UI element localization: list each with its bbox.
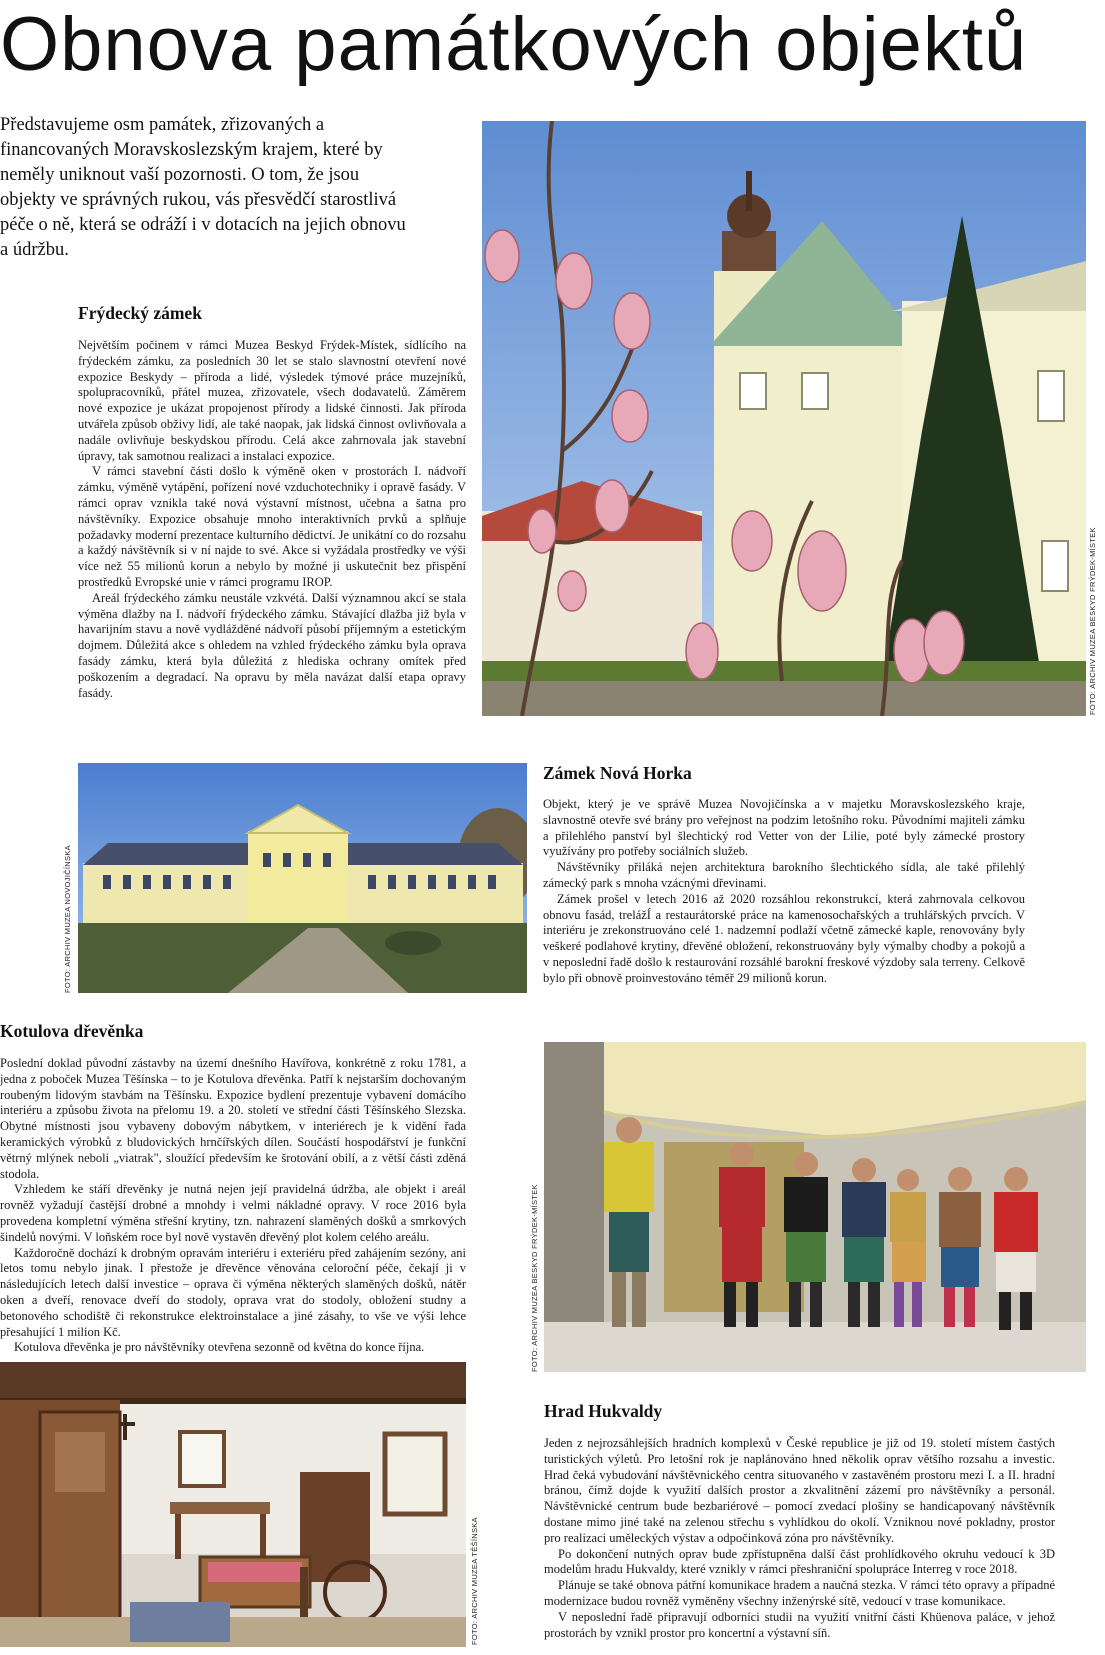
hukvaldy-paragraph: Po dokončení nutných oprav bude zpřístupněna další část prohlídkového okruhu vedoucí k 3D modelům hradu Hukvaldy, které vznikly v rámci přeshraniční spolupráce Interreg v roce 2018. bbox=[544, 1546, 1055, 1577]
frydek-paragraph: V rámci stavební části došlo k výměně oken v prostorách I. nádvoří zámku, výměně vytápění, pořízení nové vzduchotechniky i opravě fasády. V rámci oprav vznikla také nová výstavní místnost, učebna a šatna pro návštěvníky. Expozice obsahuje mnoho interaktivních prvků a splňuje požadavky moderní prezentace kulturního dědictví. Je unikátní co do rozsahu a každý návštěvník si v ní najde to své. Akce si vyžádala prostředky ve výši více než 55 milionů korun a nebylo by možné ji uskutečnit bez přispění prostředků Evropské unie v rámci programu IROP. bbox=[78, 464, 466, 589]
hukvaldy-performers-photo bbox=[544, 1042, 1086, 1372]
hukvaldy-text bbox=[544, 1436, 1055, 1641]
frydek-photo-credit: FOTO: ARCHIV MUZEA BESKYD FRÝDEK-MÍSTEK bbox=[1088, 527, 1097, 715]
frydek-paragraph: Areál frýdeckého zámku neustále vzkvétá. Další významnou akcí se stala výměna dlažby na I. nádvoří frýdeckého zámku. Stávající dlažba již byla v havarijním stavu a nově vydlážděné nádvoří působí příjemným a estetickým dojmem. Důležitá akce s ohledem na vzhled frýdeckého zámku byla oprava fasády zámku, která byla důležitá z hlediska ochrany omítek před poškozením a degradací. Na opravu by měla navázat další etapa opravy fasády. bbox=[78, 590, 466, 700]
hukvaldy-paragraph: Plánuje se také obnova pátřní komunikace hradem a naučná stezka. V rámci této opravy a případné modernizace budou rovněž vyměněny všechny inženýrské sítě, vedoucí v trase komunikace. bbox=[544, 1578, 1055, 1608]
kotulova-paragraph: Kotulova dřevěnka je pro návštěvníky otevřena sezonně od května do konce října. bbox=[14, 1340, 425, 1355]
nova-horka-paragraph: Objekt, který je ve správě Muzea Novojičínska a v majetku Moravskoslezského kraje, slavnostně otevře své brány pro veřejnost na podzim letošního roku. Původními majiteli zámku a přilehlého panství byl šlechtický rod Vetter von der Lilie, poté byly zámecké prostory využívány pro potřeby sociálních služeb. bbox=[543, 797, 1025, 859]
nova-horka-heading: Zámek Nová Horka bbox=[543, 763, 692, 783]
frydek-text bbox=[78, 338, 466, 701]
kotulova-text bbox=[0, 1056, 466, 1356]
hukvaldy-paragraph: Jeden z nejrozsáhlejších hradních komplexů v České republice je již od 19. století místem častých turistických výletů. Pro letošní rok je naplánováno hned několik oprav většího rozsahu a investic. Hrad čeká vybudování návštěvnického centra situovaného v zastavěném prostoru mezi I. a II. hradní bránou, čímž dojde k využití dalších prostor a zkvalitnění zázemí pro návštěvníky a personál. Návštěvnické centrum bude bezbariérové – pomocí zvedací plošiny se handicapovaný návštěvník dostane mimo jiné také na zelenou střechu s vyhlídkou do okolí. Vzniknou nové pokladny, prostor pro realizaci uměleckých výstav a odpočinková zóna pro návštěvníky. bbox=[544, 1436, 1055, 1545]
lead-paragraph: Představujeme osm památek, zřizovaných a financovaných Moravskoslezským krajem, které by neměly uniknout vaší pozornosti. O tom, že jsou objekty ve správných rukou, vás přesvědčí starostlivá péče o ně, která se odráží i v dotacích na jejich obnovu a údržbu. bbox=[0, 115, 406, 260]
hukvaldy-photo-credit: FOTO: ARCHIV MUZEA BESKYD FRÝDEK-MÍSTEK bbox=[530, 1184, 539, 1372]
nova-horka-photo-credit: FOTO: ARCHIV MUZEA NOVOJIČÍNSKA bbox=[63, 845, 72, 993]
nova-horka-photo bbox=[78, 763, 527, 993]
frydek-castle-photo bbox=[482, 121, 1086, 716]
nova-horka-paragraph: Zámek prošel v letech 2016 až 2020 rozsáhlou rekonstrukcí, která zahrnovala celkovou obnovu fasád, trelážÍ a restaurátorské práce na kamenosochařských a truhlářských prvcích. V interiéru je zrekonstruováno celé 1. nadzemní podlaží včetně zámecké kaple, renovovány byly veškeré podlahové krytiny, dřevěné obložení, rekonstruovány byly výmalby chodby a pokojů a v neposlední řadě došlo k restaurování rozsáhlé barokní freskové výzdoby sala terreny. Celkově bylo při obnově proinvestováno téměř 29 milionů korun. bbox=[543, 891, 1025, 985]
kotulova-paragraph: Každoročně dochází k drobným opravám interiéru i exteriéru před zahájením sezóny, ani letos tomu nebylo jinak. I přestože je dřevěnce věnována celoroční péče, čekají ji v následujících letech další investice – oprava či výměna některých slaměných došků, nátěr oken a dveří, renovace dveří do stodoly, oprava vrat do stodoly, obložení studny a betonového schodiště či rekonstrukce elektroinstalace a jiné zásahy, to vše ve výši lehce přesahující 1 milion Kč. bbox=[0, 1245, 466, 1339]
nova-horka-text bbox=[543, 797, 1025, 987]
kotulova-paragraph: Vzhledem ke stáří dřevěnky je nutná nejen její pravidelná údržba, ale objekt i areál rovněž vyžadují častější drobné a mnohdy i velmi nákladné opravy. V roce 2016 byla provedena kompletní výměna střešní krytiny, tzn. nahrazení slaměných došků a smrkových šindelů novými. V loňském roce byl nově vystavěn dřevěný plot kolem celého areálu. bbox=[0, 1182, 466, 1244]
frydek-paragraph: Největším počinem v rámci Muzea Beskyd Frýdek-Místek, sídlícího na frýdeckém zámku, za posledních 30 let se stalo slavnostní otevření nové expozice Beskydy – příroda a lidé, výsledek týmové práce muzejníků, spolupracovníků, přátel muzea, zřizovatele, všech dodavatelů. Záměrem nové expozice je ukázat propojenost přírody a lidské činnosti. Jak příroda utvářela způsob obživy lidí, ale také naopak, jak lidská činnost ovlivňovala a nadále ovlivňuje beskydskou přírodu. Celá akce zahrnovala jak stavební úpravy, tak samotnou realizaci a instalaci expozice. bbox=[78, 338, 466, 463]
page-title: Obnova památkových objektů bbox=[0, 2, 1028, 87]
hukvaldy-paragraph: V neposlední řadě připravují odborníci studii na využití vnitřní části Khüenova paláce, v jehož prostorách by vznikl prostor pro koncertní a výstavní síň. bbox=[544, 1609, 1055, 1640]
hukvaldy-heading: Hrad Hukvaldy bbox=[544, 1401, 663, 1421]
kotulova-paragraph: Poslední doklad původní zástavby na území dnešního Havířova, konkrétně z roku 1781, a jedna z poboček Muzea Těšínska – to je Kotulova dřevěnka. Patří k nejstarším dochovaným roubeným lidovým stavbám na Těšínsku. Expozice bydlení prezentuje vybavení domácího interiéru a způsobu života na přelomu 19. a 20. století ve střední části Těšínského Slezska. Obytné místnosti jsou vybaveny dobovým nábytkem, v interiérech je k vidění řada keramických výrobků z bludovických hrnčířských dílen. Součástí hospodářství je funkční větrný mlýnek neboli „viatrak", sloužící především ke šrotování obilí, a z větší části zděná stodola. bbox=[0, 1056, 466, 1181]
kotulova-interior-photo bbox=[0, 1362, 466, 1647]
nova-horka-paragraph: Návštěvníky přiláká nejen architektura barokního šlechtického sídla, ale také přilehlý zámecký park s mnoha vzácnými dřevinami. bbox=[543, 860, 1025, 890]
kotulova-heading: Kotulova dřevěnka bbox=[0, 1021, 144, 1041]
frydek-heading: Frýdecký zámek bbox=[78, 303, 202, 323]
kotulova-photo-credit: FOTO: ARCHIV MUZEA TĚŠÍNSKA bbox=[470, 1517, 479, 1645]
